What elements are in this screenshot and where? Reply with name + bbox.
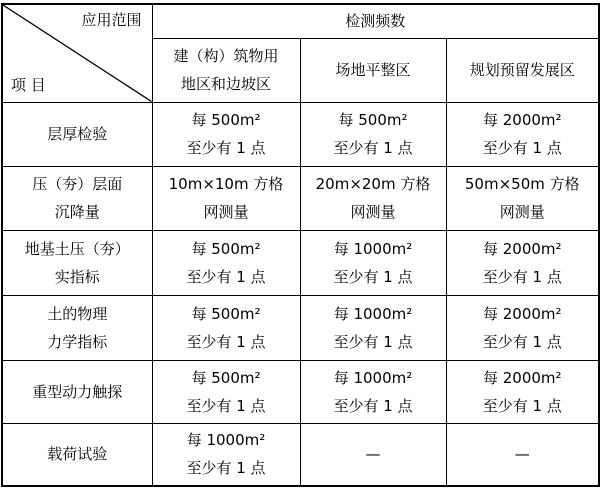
- column-header-line: 地区和边坡区: [180, 75, 271, 93]
- table-row: [2, 423, 599, 486]
- frequency-text: 至少有 1 点: [333, 267, 413, 286]
- frequency-text: 每 1000m²: [333, 304, 413, 323]
- frequency-text: 每 2000m²: [482, 368, 562, 387]
- frequency-cell: [152, 230, 300, 295]
- frequency-text: 每 500m²: [191, 239, 261, 258]
- row-item-cell: [2, 423, 152, 486]
- frequency-text: 每 500m²: [338, 111, 408, 129]
- frequency-cell: [152, 360, 300, 423]
- row-item-cell: [2, 360, 152, 423]
- frequency-cell: [152, 166, 300, 230]
- row-item-cell: [2, 230, 152, 295]
- row-item-label: 压（夯）层面: [32, 175, 123, 193]
- frequency-text: 每 2000m²: [482, 304, 562, 323]
- frequency-cell: [300, 230, 446, 295]
- frequency-text: 至少有 1 点: [333, 332, 413, 351]
- frequency-cell: [300, 360, 446, 423]
- frequency-text: 每 2000m²: [482, 111, 562, 129]
- row-item-cell: [2, 166, 152, 230]
- frequency-text: 每 1000m²: [186, 431, 266, 450]
- frequency-text: 至少有 1 点: [186, 459, 266, 478]
- frequency-text: 至少有 1 点: [186, 332, 266, 351]
- frequency-text: 每 1000m²: [333, 239, 413, 258]
- header-row-top: [2, 4, 599, 38]
- frequency-text: 10m×10m 方格: [168, 175, 284, 193]
- column-header-line: 规划预留发展区: [469, 61, 575, 79]
- frequency-cell: [300, 102, 446, 166]
- frequency-text: 每 2000m²: [482, 239, 562, 258]
- frequency-cell: [300, 166, 446, 230]
- row-item-label: 土的物理: [47, 304, 108, 323]
- column-header-building-area: [152, 38, 300, 102]
- diagonal-header-cell: [2, 4, 152, 102]
- frequency-text: 50m×50m 方格: [464, 175, 580, 193]
- frequency-text: 每 500m²: [191, 368, 261, 387]
- frequency-text: 至少有 1 点: [482, 396, 562, 415]
- frequency-text: 至少有 1 点: [482, 332, 562, 351]
- table-row: [2, 230, 599, 295]
- table-row: [2, 102, 599, 166]
- frequency-text: 至少有 1 点: [186, 396, 266, 415]
- table-row: [2, 360, 599, 423]
- row-item-label: 实指标: [54, 267, 100, 286]
- frequency-text: 每 500m²: [191, 111, 261, 129]
- frequency-text: 至少有 1 点: [333, 396, 413, 415]
- row-item-label: 重型动力触探: [32, 382, 123, 401]
- row-item-label: 力学指标: [47, 332, 108, 351]
- frequency-cell: [446, 423, 599, 486]
- frequency-text: 网测量: [350, 203, 396, 221]
- frequency-cell: [446, 295, 599, 360]
- frequency-text: 网测量: [203, 203, 249, 221]
- frequency-text: 至少有 1 点: [333, 139, 413, 157]
- frequency-text: 每 500m²: [191, 304, 261, 323]
- frequency-group-header: 检测频数: [152, 4, 599, 38]
- frequency-cell: [300, 295, 446, 360]
- frequency-cell: [446, 166, 599, 230]
- row-item-label: 地基土压（夯）: [24, 239, 130, 258]
- row-item-cell: [2, 102, 152, 166]
- column-header-site-leveling: [300, 38, 446, 102]
- column-header-reserved-area: [446, 38, 599, 102]
- inspection-frequency-table: [1, 3, 600, 487]
- frequency-cell: [152, 102, 300, 166]
- row-item-label: 层厚检验: [47, 125, 108, 143]
- row-item-label: 载荷试验: [47, 445, 108, 464]
- frequency-text: 20m×20m 方格: [315, 175, 431, 193]
- frequency-cell: [446, 230, 599, 295]
- frequency-text: —: [365, 445, 381, 464]
- table-row: [2, 295, 599, 360]
- frequency-cell: [300, 423, 446, 486]
- row-item-cell: [2, 295, 152, 360]
- column-header-line: 建（构）筑物用: [173, 47, 279, 65]
- frequency-cell: [152, 295, 300, 360]
- frequency-text: 至少有 1 点: [186, 267, 266, 286]
- frequency-text: —: [514, 445, 530, 464]
- column-header-line: 场地平整区: [335, 61, 411, 79]
- frequency-text: 至少有 1 点: [482, 139, 562, 157]
- frequency-text: 至少有 1 点: [482, 267, 562, 286]
- row-item-label: 沉降量: [54, 203, 100, 221]
- frequency-text: 网测量: [499, 203, 545, 221]
- item-label: 项 目: [11, 75, 46, 94]
- frequency-cell: [446, 102, 599, 166]
- table-row: [2, 166, 599, 230]
- frequency-text: 每 1000m²: [333, 368, 413, 387]
- frequency-cell: [152, 423, 300, 486]
- application-scope-label: 应用范围: [81, 11, 142, 29]
- frequency-cell: [446, 360, 599, 423]
- frequency-text: 至少有 1 点: [186, 139, 266, 157]
